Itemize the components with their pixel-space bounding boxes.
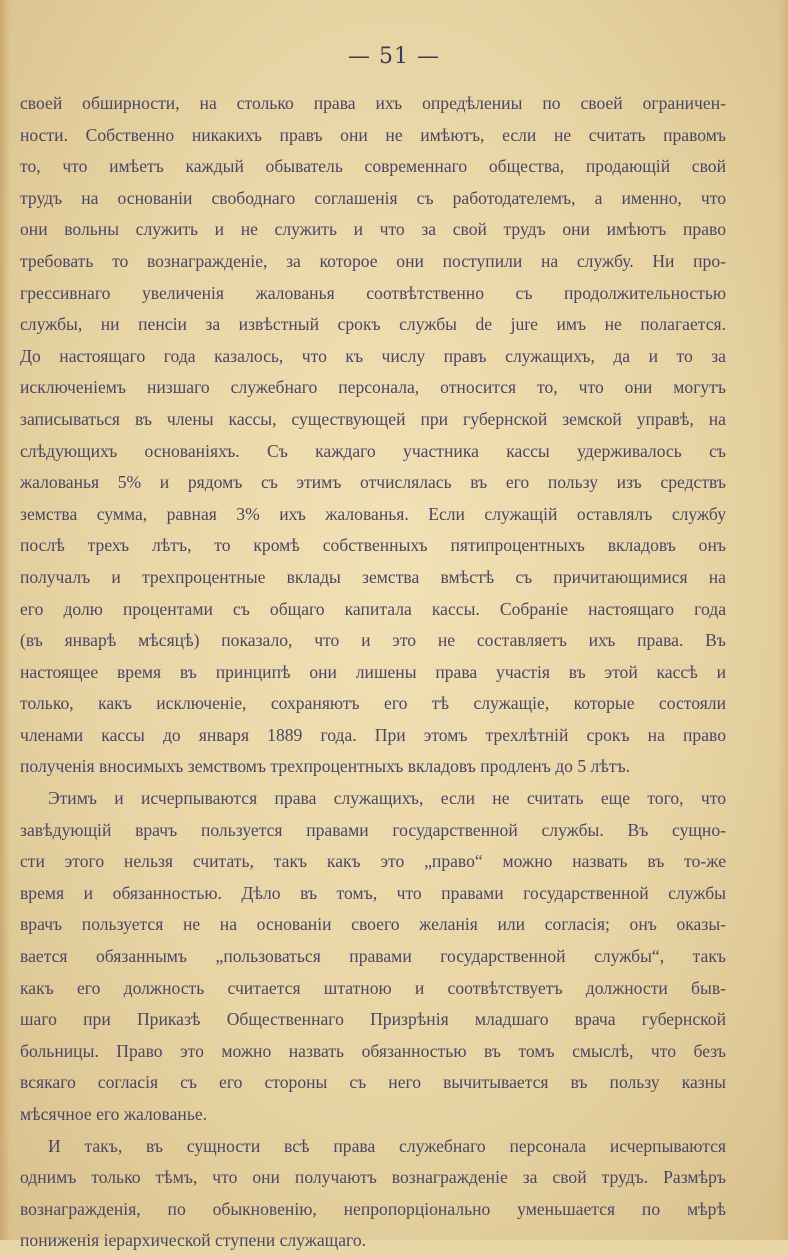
text-line: настоящее время въ принципѣ они лишены права участія въ этой кассѣ и [20,661,726,682]
text-line: однимъ только тѣмъ, что они получаютъ вознагражденіе за свой трудъ. Размѣръ [20,1167,726,1188]
text-line: его долю процентами съ общаго капитала кассы. Собраніе настоящаго года [20,598,726,619]
text-line: своей обширности, на столько права ихъ опредѣлениы по своей ограничен- [20,93,726,113]
text-line: жалованья 5% и рядомъ съ этимъ отчислялась въ его пользу изъ средствъ [20,472,726,493]
text-line: Этимъ и исчерпываются права служащихъ, если не считать еще того, что [48,788,726,809]
paragraph [20,783,726,1131]
page-edge-left [0,0,10,1240]
body-text [20,88,726,1257]
text-line: требовать то вознагражденіе, за которое они поступили на службу. Ни про- [20,250,726,271]
text-line: врачъ пользуется не на основаніи своего желанія или согласія; онъ оказы- [20,914,726,935]
text-line: членами кассы до января 1889 года. При этомъ трехлѣтній срокъ на право [20,724,726,745]
text-line: какъ его должность считается штатною и соотвѣтствуетъ должности быв- [20,977,726,998]
text-line: И такъ, въ сущности всѣ права служебнаго персонала исчерпываются [48,1135,726,1156]
text-line: послѣ трехъ лѣтъ, то кромѣ собственныхъ пятипроцентныхъ вкладовъ онъ [20,535,726,556]
text-line: До настоящаго года казалось, что къ числу правъ служащихъ, да и то за [20,345,726,366]
text-line: сти этого нельзя считать, такъ какъ это „право“ можно назвать въ то-же [20,851,726,872]
text-line: исключеніемъ низшаго служебнаго персонала, относится то, что они могутъ [20,377,726,398]
text-line: ности. Собственно никакихъ правъ они не имѣютъ, если не считать правомъ [20,124,726,145]
page-number: — 51 — [348,44,440,69]
text-line: только, какъ исключеніе, сохраняютъ его тѣ служащіе, которые состояли [20,693,726,714]
paragraph [20,88,726,783]
text-line: слѣдующихъ основаніяхъ. Съ каждаго участника кассы удерживалось съ [20,440,726,461]
text-line: земства сумма, равная 3% ихъ жалованья. Если служащій оставлялъ службу [20,503,726,524]
text-line: вознагражденія, по обыкновенію, непропорціонально уменьшается по мѣрѣ [20,1198,726,1219]
text-line: трудъ на основаніи свободнаго соглашенія съ работодателемъ, а именно, что [20,187,726,208]
text-line: записываться въ члены кассы, существующей при губернской земской управѣ, на [20,408,726,429]
text-line: (въ январѣ мѣсяцѣ) показало, что и это не составляетъ ихъ права. Въ [20,630,726,651]
text-line: вается обязаннымъ „пользоваться правами государственной службы“, такъ [20,946,726,967]
text-line: время и обязанностью. Дѣло въ томъ, что правами государственной службы [20,882,726,903]
text-line: получалъ и трехпроцентные вклады земства вмѣстѣ съ причитающимися на [20,566,726,587]
text-line: пониженія іерархической ступени служащаго. [20,1230,367,1251]
text-line: полученія вносимыхъ земствомъ трехпроцентныхъ вкладовъ продленъ до 5 лѣтъ. [20,756,631,777]
text-line: грессивнаго увеличенія жалованья соотвѣтственно съ продолжительностью [20,282,726,303]
text-line: мѣсячное его жалованье. [20,1104,208,1124]
text-line: больницы. Право это можно назвать обязанностью въ томъ смыслѣ, что безъ [20,1040,726,1061]
paragraph [20,1131,726,1257]
text-line: завѣдующій врачъ пользуется правами государственной службы. Въ сущно- [20,819,726,840]
text-line: всякаго согласія съ его стороны съ него вычитывается въ пользу казны [20,1072,726,1093]
text-line: шаго при Приказѣ Общественнаго Призрѣнія младшаго врача губернской [20,1009,726,1030]
text-line: службы, ни пенсіи за извѣстный срокъ службы de jure имъ не полагается. [20,314,726,335]
page-edge-right [778,0,788,1240]
text-line: они вольны служить и не служить и что за свой трудъ они имѣютъ право [20,219,726,240]
text-line: то, что имѣетъ каждый обыватель современнаго общества, продающій свой [20,156,726,177]
